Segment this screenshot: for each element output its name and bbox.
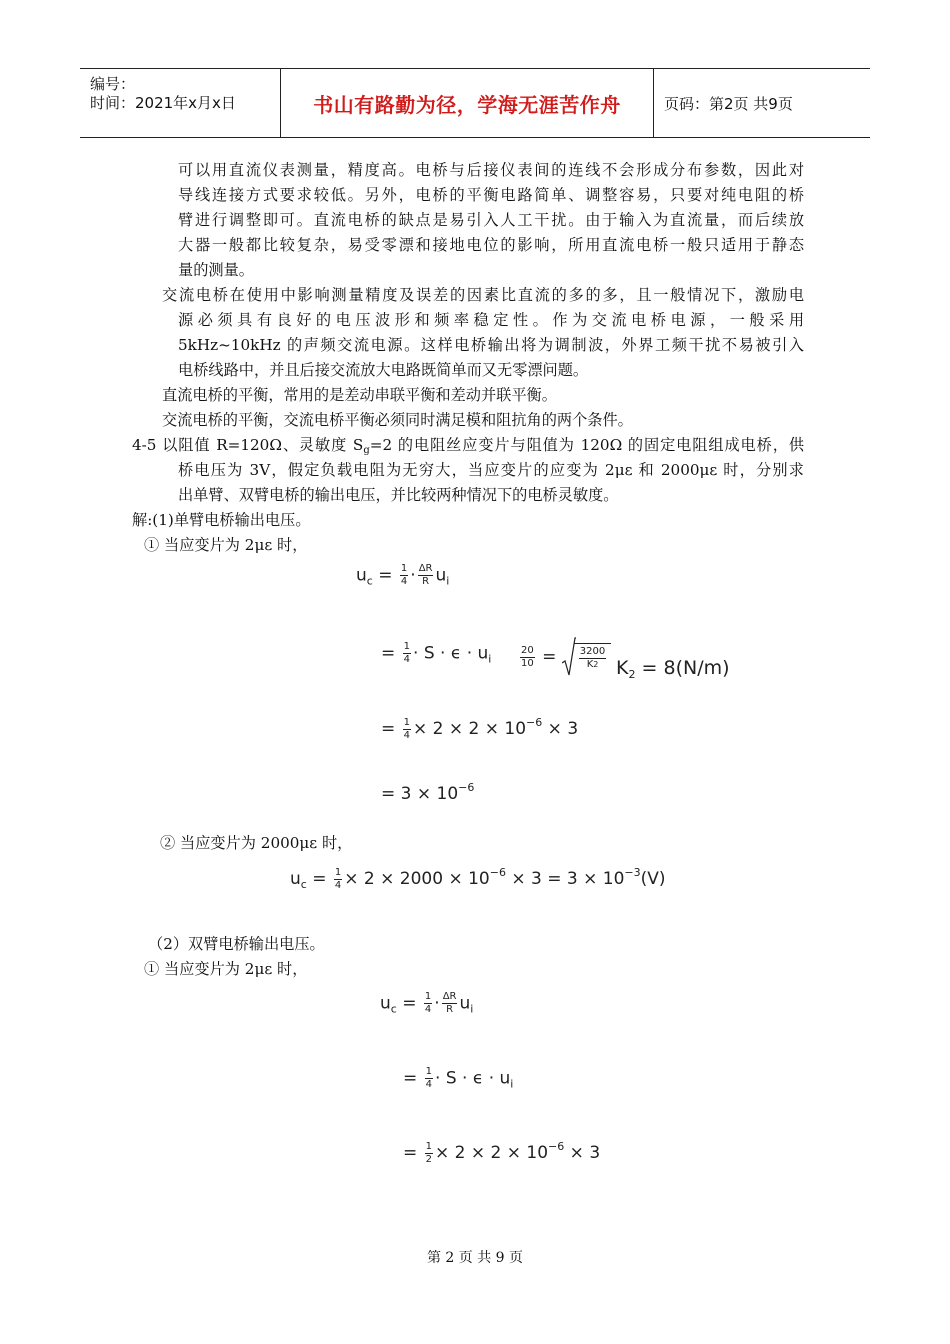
fraction: $\frac{\Delta R}{R}$ bbox=[418, 563, 433, 587]
fraction: $\frac{1}{4}$ bbox=[424, 991, 432, 1015]
paragraph-line: 5kHz~10kHz 的声频交流电源。这样电桥输出将为调制波，外界工频干扰不易被引入 bbox=[178, 336, 804, 354]
page-header bbox=[80, 68, 870, 138]
paragraph-line: 直流电桥的平衡，常用的是差动串联平衡和差动并联平衡。 bbox=[162, 386, 557, 404]
equation-line: $u_c$ = $\frac{1}{4}$ · $\frac{\Delta R}{R}$ $u_i$ bbox=[380, 991, 474, 1016]
paragraph-line: 量的测量。 bbox=[178, 261, 254, 279]
equation-line: $\frac{20}{10}$ = $\frac{3200}{K2}$ bbox=[518, 637, 611, 677]
paragraph-line: 交流电桥在使用中影响测量精度及误差的因素比直流的多的多，且一般情况下，激励电 bbox=[162, 286, 804, 304]
paragraph-line: 臂进行调整即可。直流电桥的缺点是易引入人工干扰。由于输入为直流量，而后续放 bbox=[178, 211, 804, 229]
paragraph-line: 大器一般都比较复杂，易受零漂和接地电位的影响，所用直流电桥一般只适用于静态 bbox=[178, 236, 804, 254]
motto: 书山有路勤为径，学海无涯苦作舟 bbox=[313, 92, 621, 117]
paragraph-line: 电桥线路中，并且后接交流放大电路既简单而又无零漂问题。 bbox=[178, 361, 589, 379]
fraction: $\frac{1}{2}$ bbox=[425, 1140, 433, 1165]
fraction: $\frac{20}{10}$ bbox=[521, 644, 534, 669]
fraction: $\frac{1}{4}$ bbox=[400, 563, 408, 587]
solution-heading: （2）双臂电桥输出电压。 bbox=[148, 935, 325, 953]
equation-line: = $\frac{1}{2}$ × $2 \times 2 \times 10^{-6} \times 3$ bbox=[403, 1140, 601, 1165]
fraction: $\frac{1}{4}$ bbox=[425, 1066, 433, 1090]
page-footer: 第 2 页 共 9 页 bbox=[426, 1250, 524, 1266]
case-label: ① 当应变片为 2με 时， bbox=[144, 960, 308, 978]
header-meta bbox=[80, 69, 281, 137]
case-label: ① 当应变片为 2με 时， bbox=[144, 536, 308, 554]
equation-line: $K_2 = 8(N/m)$ bbox=[616, 657, 730, 681]
fraction: $\frac{1}{4}$ bbox=[403, 716, 411, 741]
solution-heading: 解:(1)单臂电桥输出电压。 bbox=[132, 511, 311, 529]
header-motto-cell bbox=[281, 69, 654, 137]
fraction: $\frac{1}{4}$ bbox=[403, 641, 411, 665]
question-line: 桥电压为 3V，假定负载电阻为无穷大，当应变片的应变为 2με 和 2000με 时，分别求 bbox=[178, 461, 804, 479]
document-number-label: 编号： bbox=[90, 75, 136, 93]
question-line: 出单臂、双臂电桥的输出电压，并比较两种情况下的电桥灵敏度。 bbox=[178, 486, 619, 504]
paragraph-line: 源必须具有良好的电压波形和频率稳定性。作为交流电桥电源，一般采用 bbox=[178, 311, 804, 329]
equation-line: = $3 \times 10^{-6}$ bbox=[381, 781, 475, 804]
paragraph-line: 交流电桥的平衡，交流电桥平衡必须同时满足模和阻抗角的两个条件。 bbox=[162, 411, 633, 429]
document-date: 时间：2021年x月x日 bbox=[90, 94, 236, 112]
square-root bbox=[562, 637, 611, 677]
page-info: 页码：第2页 共9页 bbox=[664, 94, 793, 113]
paragraph-line: 导线连接方式要求较低。另外，电桥的平衡电路简单、调整容易，只要对纯电阻的桥 bbox=[178, 186, 804, 204]
case-label: ② 当应变片为 2000με 时， bbox=[160, 834, 353, 852]
equation-line: = $\frac{1}{4}$ × $2 \times 2 \times 10^{-6} \times 3$ bbox=[381, 716, 579, 741]
equation-line: $u_c$ = $\frac{1}{4}$ × $2 \times 2000 \times 10^{-6} \times 3 = 3 \times 10^{-3}(V)$ bbox=[290, 866, 666, 891]
equation-line: = $\frac{1}{4}$ · $S \cdot \epsilon \cdot u_i$ bbox=[403, 1066, 514, 1091]
equation-line: $u_c$ = $\frac{1}{4}$ · $\frac{\Delta R}{R}$ $u_i$ bbox=[356, 563, 450, 588]
fraction: $\frac{3200}{K2}$ bbox=[579, 646, 606, 670]
header-page-cell bbox=[654, 69, 870, 137]
question-line: 4-5 以阻值 R=120Ω、灵敏度 $S_g=2$ 的电阻丝应变片与阻值为 120Ω 的固定电阻组成电桥，供 bbox=[132, 436, 805, 456]
equation-line: = $\frac{1}{4}$ · $S \cdot \epsilon \cdot u_i$ bbox=[381, 641, 492, 666]
fraction: $\frac{1}{4}$ bbox=[334, 866, 342, 891]
fraction: $\frac{\Delta R}{R}$ bbox=[442, 991, 457, 1015]
paragraph-line: 可以用直流仪表测量，精度高。电桥与后接仪表间的连线不会形成分布参数，因此对 bbox=[178, 161, 804, 179]
